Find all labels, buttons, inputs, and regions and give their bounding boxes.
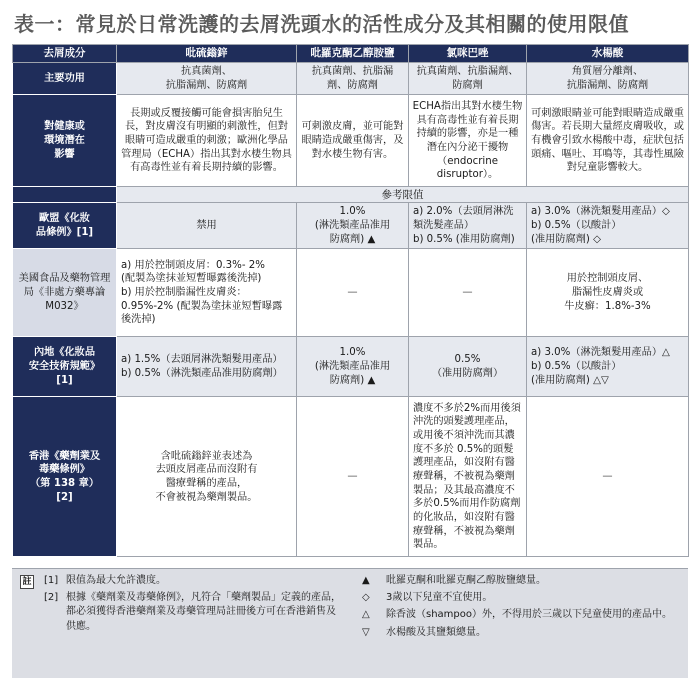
table-row [13,203,689,249]
table-row [13,187,689,203]
table-cell: 可刺激眼睛並可能對眼睛造成嚴重傷害。若長期大量經皮膚吸收，或有機會引致水楊酸中毒，症狀包括頭痛、嘔吐、耳鳴等，其毒性風險對兒童影響較大。 [527,95,689,187]
triangle-outline-icon: △ [362,609,370,621]
column-header: 吡硫鎓鋅 [117,45,297,63]
table-cell: — [297,397,409,557]
note-item [362,591,682,605]
note-item [362,574,682,588]
row-header: 對健康或 環境潛在 影響 [13,95,117,187]
note-text: 限值為最大允許濃度。 [66,575,166,586]
row-header: 歐盟《化妝 品條例》[1] [13,203,117,249]
note-text: 水楊酸及其鹽類總量。 [386,626,486,638]
table-cell: 含吡硫鎓鋅並表述為 去頭皮屑產品而沒附有 醫療聲稱的產品， 不會被視為藥劑製品。 [117,397,297,557]
note-item [44,574,344,588]
table-cell: 長期或反覆接觸可能會損害胎兒生長，對皮膚沒有明顯的刺激性，但對眼睛可造成嚴重的刺激；歐洲化學品管理局（ECHA）指出其對水棲生物具有高毒性並有着長期持續的影響。 [117,95,297,187]
inverted-triangle-icon: ▽ [362,626,370,638]
note-item [362,608,682,622]
table-row [13,63,689,95]
table-row [13,337,689,397]
ingredients-table [12,44,689,557]
page-title: 表一：常見於日常洗護的去屑洗頭水的活性成分及其相關的使用限值 [14,12,629,36]
table-cell: 抗真菌劑、 抗脂漏劑、防腐劑 [117,63,297,95]
row-header-blank [13,187,117,203]
table-cell: 抗真菌劑、抗脂漏劑、 防腐劑 [409,63,527,95]
table-cell: a) 3.0%（淋洗類髮用產品）△ b) 0.5%（以酸計） (准用防腐劑) △▽ [527,337,689,397]
column-header: 氯咪巴唑 [409,45,527,63]
note-text: 根據《藥劑業及毒藥條例》，凡符合「藥劑製品」定義的產品，都必須獲得香港藥劑業及毒藥管理局註冊後方可在香港銷售及供應。 [66,592,341,632]
table-cell: 禁用 [117,203,297,249]
table-cell: 濃度不多於2%而用後須沖洗的頭髮護理產品，或用後不須沖洗而其濃度不多於 0.5%的頭髮護理產品，如沒附有醫療聲稱，不被視為藥劑製品；及其最高濃度不多於0.5%而用作防腐劑的化妝品，如沒附有醫療聲稱，不被視為藥劑製品。 [409,397,527,557]
notes-left [44,574,344,637]
table-row [13,249,689,337]
table-header-row [13,45,689,63]
note-item [44,591,344,634]
table-row [13,95,689,187]
section-label: 參考限值 [117,187,689,203]
table-cell: a) 3.0%（淋洗類髮用產品）◇ b) 0.5%（以酸計） (准用防腐劑) ◇ [527,203,689,249]
row-header: 內地《化妝品 安全技術規範》 [1] [13,337,117,397]
triangle-filled-icon: ▲ [362,575,370,586]
note-text: 吡羅克酮和吡羅克酮乙醇胺鹽總量。 [386,575,546,586]
column-header: 去屑成分 [13,45,117,63]
note-item [362,626,682,640]
table-cell: 角質層分離劑、 抗脂漏劑、防腐劑 [527,63,689,95]
table-cell: 1.0% (淋洗類產品准用 防腐劑) ▲ [297,337,409,397]
note-text: 除香波（shampoo）外，不得用於三歲以下兒童使用的產品中。 [386,609,673,621]
table-cell: — [527,397,689,557]
table-cell: a) 2.0%（去頭屑淋洗類洗髮產品） b) 0.5% (准用防腐劑) [409,203,527,249]
table-cell: ECHA指出其對水棲生物具有高毒性並有着長期持續的影響，亦是一種潛在內分泌干擾物（endocrine disruptor）。 [409,95,527,187]
note-text: 3歲以下兒童不宜使用。 [386,592,493,604]
table-cell: 0.5% （准用防腐劑） [409,337,527,397]
note-marker: [2] [44,592,59,604]
table-cell: a) 用於控制頭皮屑：0.3%- 2% (配製為塗抹並短暫曝露後洗掉) b) 用於控制脂漏性皮膚炎： 0.95%-2% (配製為塗抹並短暫曝露後洗掉) [117,249,297,337]
row-header: 主要功用 [13,63,117,95]
table-cell: a) 1.5%（去頭屑淋洗類髮用產品） b) 0.5%（淋洗類產品准用防腐劑） [117,337,297,397]
table-row [13,397,689,557]
table-cell: 抗真菌劑、抗脂漏 劑、防腐劑 [297,63,409,95]
table-cell: — [297,249,409,337]
note-marker: [1] [44,575,59,586]
column-header: 吡羅克酮乙醇胺鹽 [297,45,409,63]
table-cell: 1.0% (淋洗類產品准用 防腐劑) ▲ [297,203,409,249]
notes-label: 註 [20,575,34,589]
table-cell: 用於控制頭皮屑、 脂漏性皮膚炎或 牛皮癬：1.8%-3% [527,249,689,337]
table-cell: — [409,249,527,337]
column-header: 水楊酸 [527,45,689,63]
diamond-outline-icon: ◇ [362,592,370,604]
notes-right [362,574,682,643]
row-header: 香港《藥劑業及 毒藥條例》 （第 138 章） [2] [13,397,117,557]
row-header: 美國食品及藥物管理局《非處方藥專論M032》 [13,249,117,337]
notes-panel [12,568,688,678]
table-cell: 可刺激皮膚，並可能對眼睛造成嚴重傷害，及對水棲生物有害。 [297,95,409,187]
